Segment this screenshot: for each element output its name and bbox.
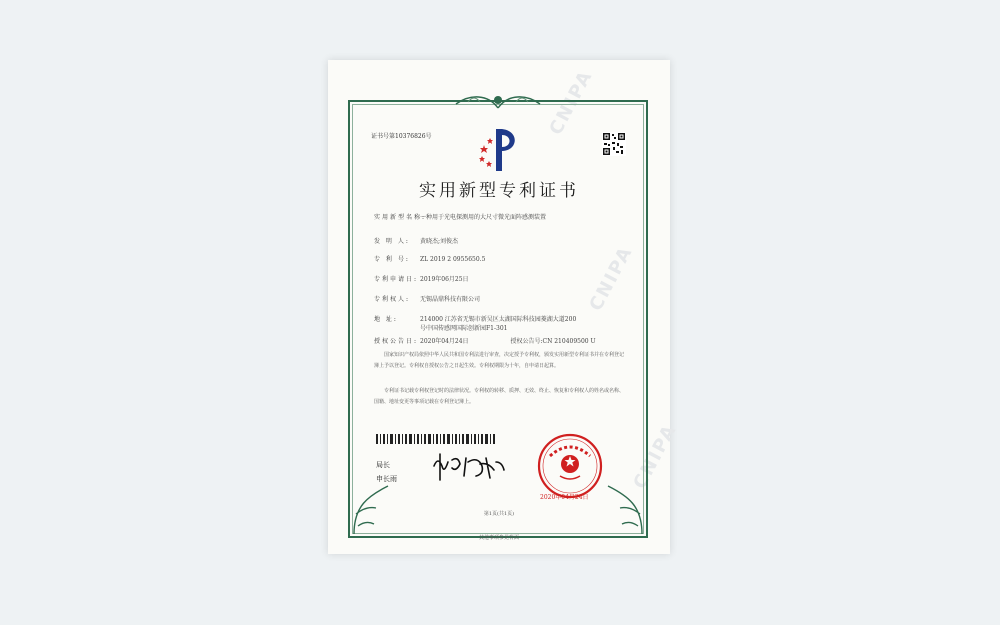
cnipa-logo-icon (478, 125, 522, 173)
row-value: 一种用于光电探测用的大尺寸微光面阵感测装置 (420, 214, 547, 221)
director-title: 局长 (376, 461, 390, 469)
certificate-number: 证书号第10376826号 (371, 133, 432, 140)
director-name: 申长雨 (376, 475, 397, 483)
bottom-left-flourish-ornament (350, 476, 392, 536)
certificate-title: 实用新型专利证书 (419, 181, 579, 201)
row-address (374, 314, 577, 332)
footer-note: 其他事项参见背面 (478, 535, 519, 541)
row-value-continued: 号中国传感网国际创新园F1-301 (420, 325, 508, 332)
row-label: 专利申请日: (374, 276, 419, 283)
row-value: 214000 江苏省无锡市新吴区太湖国际科技园菱湖大道200 (420, 316, 577, 323)
qr-code-icon (602, 132, 626, 156)
row-value: ZL 2019 2 0955650.5 (420, 256, 486, 263)
barcode-icon (376, 434, 496, 444)
row-value: 2020年04月24日 (420, 338, 469, 345)
row-patent-number (374, 254, 485, 263)
seal-date: 2020年04月24日 (540, 494, 589, 501)
row-label: 专利权人: (374, 296, 411, 303)
page-indicator: 第1页(共1页) (483, 511, 515, 517)
official-seal-stamp (536, 432, 604, 500)
certificate-paragraph-2: 专利证书记载专利权登记时的法律状况。专利权的转移、质押、无效、终止、恢复和专利权人的姓名或名称、国籍、地址变更等事项记载在专利登记簿上。 (374, 388, 625, 405)
row-label: 发 明 人: (374, 238, 410, 245)
row-grant-date (374, 336, 596, 345)
row-value: 黄晓杰;刘俊杰 (420, 238, 459, 245)
director-signature-image (430, 452, 508, 482)
grant-publication-number: 授权公告号:CN 210409500 U (510, 338, 596, 345)
row-utility-model-name (374, 212, 546, 221)
patent-certificate-document (328, 60, 682, 554)
row-inventors (374, 236, 458, 245)
row-filing-date (374, 274, 469, 283)
watermark-cnipa-1: CNIPA (545, 66, 598, 139)
bottom-right-flourish-ornament (604, 476, 646, 536)
row-label: 专 利 号: (374, 256, 410, 263)
row-label: 授权公告日: (374, 338, 419, 345)
row-value: 2019年06月25日 (420, 276, 469, 283)
certificate-paragraph-1: 国家知识产权局依照中华人民共和国专利法进行审查，决定授予专利权，颁发实用新型专利证书并在专利登记簿上予以登记。专利权自授权公告之日起生效。专利权期限为十年，自申请日起算。 (374, 352, 625, 369)
row-patentee (374, 294, 480, 303)
watermark-cnipa-2: CNIPA (585, 242, 638, 315)
top-flourish-ornament (448, 90, 548, 112)
watermark-cnipa-3: CNIPA (629, 420, 682, 493)
row-label: 地 址: (374, 316, 398, 323)
row-label: 实用新型名称: (374, 214, 427, 221)
row-value: 无锡晶鼎科技有限公司 (420, 296, 481, 303)
